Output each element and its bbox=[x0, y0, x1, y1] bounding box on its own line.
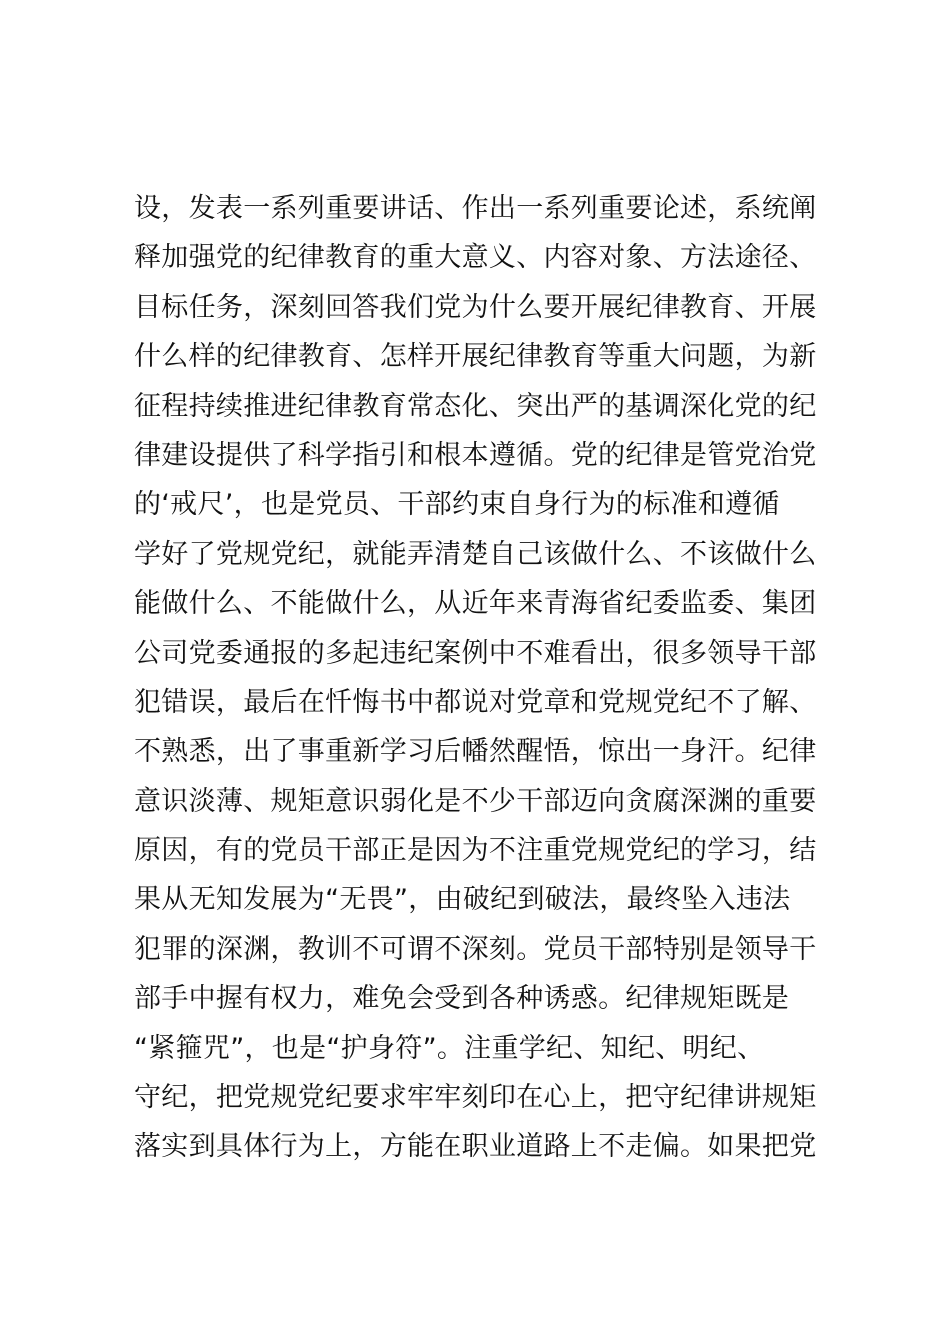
text-line: 公司党委通报的多起违纪案例中不难看出，很多领导干部 bbox=[134, 637, 817, 669]
text-line: 学好了党规党纪，就能弄清楚自己该做什么、不该做什么 bbox=[134, 538, 817, 570]
text-line: 守纪，把党规党纪要求牢牢刻印在心上，把守纪律讲规矩 bbox=[134, 1082, 817, 1114]
body-paragraph bbox=[134, 184, 834, 1172]
text-line: 律建设提供了科学指引和根本遵循。党的纪律是管党治党 bbox=[134, 439, 817, 471]
text-line: 征程持续推进纪律教育常态化、突出严的基调深化党的纪 bbox=[134, 390, 817, 422]
text-line: “紧箍咒”，也是“护身符”。注重学纪、知纪、明纪、 bbox=[134, 1032, 765, 1064]
text-line: 原因，有的党员干部正是因为不注重党规党纪的学习，结 bbox=[134, 835, 817, 867]
text-line: 目标任务，深刻回答我们党为什么要开展纪律教育、开展 bbox=[134, 291, 817, 323]
text-line: 释加强党的纪律教育的重大意义、内容对象、方法途径、 bbox=[134, 242, 817, 274]
text-line: 什么样的纪律教育、怎样开展纪律教育等重大问题，为新 bbox=[134, 341, 817, 373]
text-line: 能做什么、不能做什么，从近年来青海省纪委监委、集团 bbox=[134, 588, 817, 620]
text-line: 犯错误，最后在忏悔书中都说对党章和党规党纪不了解、 bbox=[134, 686, 817, 718]
text-line: 犯罪的深渊，教训不可谓不深刻。党员干部特别是领导干 bbox=[134, 933, 817, 965]
text-line: 的‘戒尺’，也是党员、干部约束自身行为的标准和遵循 bbox=[134, 489, 780, 521]
text-line: 设，发表一系列重要讲话、作出一系列重要论述，系统阐 bbox=[134, 193, 817, 224]
text-line: 不熟悉，出了事重新学习后幡然醒悟，惊出一身汗。纪律 bbox=[134, 736, 817, 768]
text-line: 部手中握有权力，难免会受到各种诱惑。纪律规矩既是 bbox=[134, 983, 790, 1015]
text-line: 果从无知发展为“无畏”，由破纪到破法，最终坠入违法 bbox=[134, 884, 791, 916]
text-line: 意识淡薄、规矩意识弱化是不少干部迈向贪腐深渊的重要 bbox=[134, 785, 817, 817]
text-line: 落实到具体行为上，方能在职业道路上不走偏。如果把党 bbox=[134, 1131, 817, 1163]
